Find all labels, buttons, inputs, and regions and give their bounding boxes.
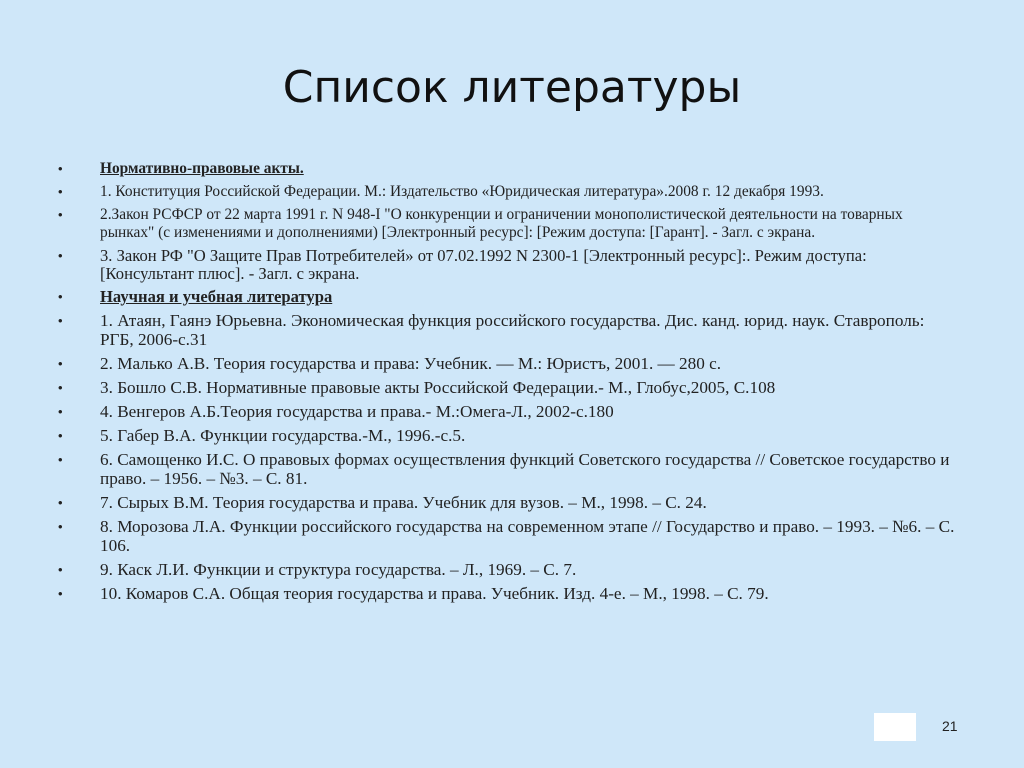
list-item [58,160,958,178]
list-item [58,517,958,555]
list-item [58,354,958,373]
bibliography-list [58,160,958,608]
list-item [58,183,958,201]
bullet-icon: • [58,207,63,222]
bullet-icon: • [58,586,63,601]
list-item [58,378,958,397]
list-item-text: 2.Закон РСФСР от 22 марта 1991 г. N 948-I "О конкуренции и ограничении монополистической деятельности на товарных рынках" (с изменениями и дополнениями) [Электронный ресурс]: [Режим доступа: [Гарант]. - Загл. с экрана. [100,206,903,241]
slide-title: Список литературы [282,62,742,113]
bullet-icon: • [58,248,63,263]
bullet-icon: • [58,289,63,304]
list-item-text: 5. Габер В.А. Функции государства.-М., 1996.-с.5. [100,426,466,445]
list-item-text: 8. Морозова Л.А. Функции российского государства на современном этапе // Государство и право. – 1993. – №6. – С. 106. [100,517,955,555]
list-item-text: 1. Конституция Российской Федерации. М.: Издательство «Юридическая литература».2008 г. 12 декабря 1993. [100,183,824,200]
list-item-text: 4. Венгеров А.Б.Теория государства и права.- М.:Омега-Л., 2002-с.180 [100,402,614,421]
bullet-icon: • [58,380,63,395]
list-item [58,247,958,283]
list-item [58,450,958,488]
list-item [58,311,958,349]
bullet-icon: • [58,356,63,371]
list-item [58,426,958,445]
page-number: 21 [942,718,958,734]
bullet-icon: • [58,161,63,176]
bullet-icon: • [58,452,63,467]
list-item-text: 3. Бошло С.В. Нормативные правовые акты Российской Федерации.- М., Глобус,2005, С.108 [100,378,776,397]
list-item [58,493,958,512]
list-item [58,206,958,242]
list-item-text: 10. Комаров С.А. Общая теория государства и права. Учебник. Изд. 4-е. – М., 1998. – С. 79. [100,584,769,603]
bullet-icon: • [58,404,63,419]
bullet-icon: • [58,562,63,577]
section-heading: Нормативно-правовые акты. [100,160,304,177]
list-item-text: 1. Атаян, Гаянэ Юрьевна. Экономическая функция российского государства. Дис. канд. юрид. наук. Ставрополь: РГБ, 2006-с.31 [100,311,925,349]
list-item-text: 2. Малько А.В. Теория государства и права: Учебник. — М.: Юристъ, 2001. — 280 с. [100,354,722,373]
list-item-text: 9. Каск Л.И. Функции и структура государства. – Л., 1969. – С. 7. [100,560,577,579]
bullet-icon: • [58,519,63,534]
section-heading: Научная и учебная литература [100,287,333,306]
bullet-icon: • [58,495,63,510]
list-item [58,288,958,306]
bullet-icon: • [58,313,63,328]
bullet-icon: • [58,428,63,443]
list-item [58,560,958,579]
list-item [58,584,958,603]
page-number-box [874,713,916,741]
list-item-text: 6. Самощенко И.С. О правовых формах осуществления функций Советского государства // Советское государство и право. – 1956. – №3. – С. 81. [100,450,950,488]
bullet-icon: • [58,184,63,199]
list-item-text: 3. Закон РФ "О Защите Прав Потребителей» от 07.02.1992 N 2300-1 [Электронный ресурс]:. Режим доступа: [Консультант плюс]. - Загл. с экрана. [100,246,867,283]
list-item [58,402,958,421]
list-item-text: 7. Сырых В.М. Теория государства и права. Учебник для вузов. – М., 1998. – С. 24. [100,493,707,512]
